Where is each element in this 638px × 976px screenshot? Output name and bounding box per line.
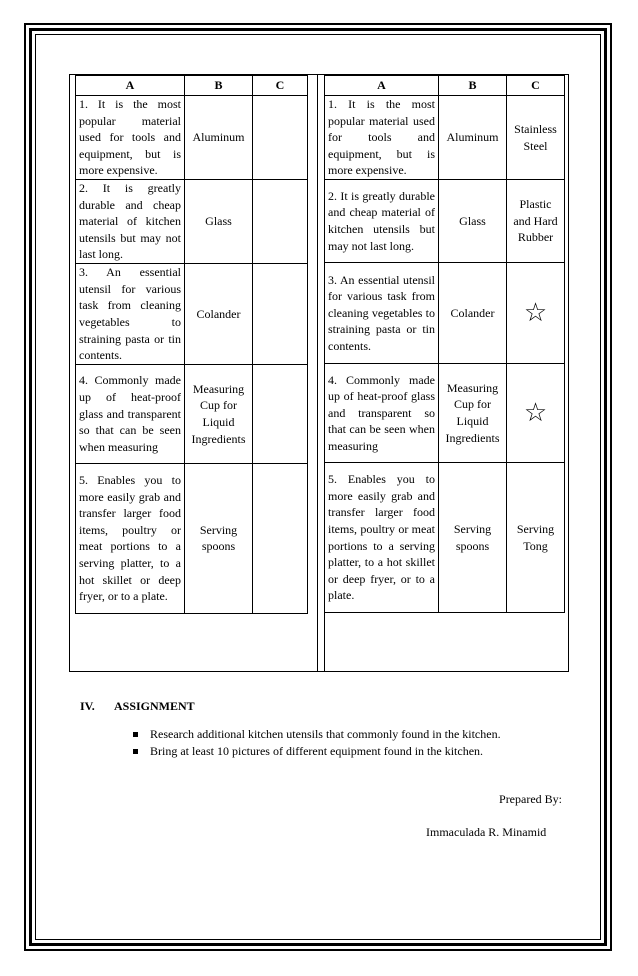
assignment-text: Research additional kitchen utensils that commonly found in the kitchen.: [150, 727, 501, 741]
item-answer: Measuring Cup for Liquid Ingredients: [185, 364, 253, 463]
item-match: Serving Tong: [507, 463, 565, 613]
item-description: 3. An essential utensil for various task from cleaning vegetables to straining pasta or tin contents.: [325, 263, 439, 364]
left-matching-table: [75, 75, 308, 614]
star-icon: ☆: [523, 298, 548, 328]
item-answer: Aluminum: [439, 96, 507, 180]
item-description: 1. It is the most popular material used for tools and equipment, but is more expensive.: [325, 96, 439, 180]
item-answer: Serving spoons: [185, 463, 253, 613]
bullet-icon: [133, 749, 138, 754]
section-number: IV.: [80, 699, 95, 713]
header-a: A: [76, 76, 185, 96]
assignment-text: Bring at least 10 pictures of different equipment found in the kitchen.: [150, 744, 484, 758]
table-row: [325, 364, 565, 463]
item-description: 1. It is the most popular material used for tools and equipment, but is more expensive.: [76, 96, 185, 180]
item-answer: Colander: [185, 263, 253, 364]
author-name: Immaculada R. Minamid: [426, 825, 547, 839]
table-row: [325, 96, 565, 180]
section-title: ASSIGNMENT: [114, 699, 195, 713]
header-c: C: [507, 76, 565, 96]
list-item: [133, 726, 501, 743]
star-icon: [507, 263, 565, 364]
item-match: Plastic and Hard Rubber: [507, 180, 565, 263]
right-answer-key-table: [324, 75, 565, 613]
item-match: [253, 180, 308, 264]
item-description: 4. Commonly made up of heat-proof glass and transparent so that can be seen when measuring: [325, 364, 439, 463]
item-description: 3. An essential utensil for various task from cleaning vegetables to straining pasta or tin contents.: [76, 263, 185, 364]
bullet-icon: [133, 732, 138, 737]
item-answer: Serving spoons: [439, 463, 507, 613]
item-description: 4. Commonly made up of heat-proof glass and transparent so that can be seen when measuring: [76, 364, 185, 463]
table-row: [76, 263, 308, 364]
item-match: Stainless Steel: [507, 96, 565, 180]
assignment-list: [133, 726, 501, 760]
header-b: B: [439, 76, 507, 96]
table-row: [325, 263, 565, 364]
table-row: [76, 364, 308, 463]
table-row: [76, 463, 308, 613]
table-row: [325, 463, 565, 613]
header-a: A: [325, 76, 439, 96]
prepared-by-label: Prepared By:: [499, 792, 562, 806]
item-answer: Glass: [185, 180, 253, 264]
header-c: C: [253, 76, 308, 96]
table-row: [76, 96, 308, 180]
item-description: 5. Enables you to more easily grab and transfer larger food items, poultry or meat portions to a serving platter, to a hot skillet or deep fryer, or to a plate.: [325, 463, 439, 613]
item-description: 5. Enables you to more easily grab and transfer larger food items, poultry or meat portions to a serving platter, to a hot skillet or deep fryer, or to a plate.: [76, 463, 185, 613]
header-b: B: [185, 76, 253, 96]
section-heading: [80, 699, 195, 714]
list-item: [133, 743, 501, 760]
item-answer: Glass: [439, 180, 507, 263]
star-icon: ☆: [523, 398, 548, 428]
table-row: [76, 180, 308, 264]
item-match: [253, 463, 308, 613]
item-answer: Aluminum: [185, 96, 253, 180]
item-answer: Colander: [439, 263, 507, 364]
star-icon: [507, 364, 565, 463]
item-description: 2. It is greatly durable and cheap material of kitchen utensils but may not last long.: [76, 180, 185, 264]
table-row: [325, 180, 565, 263]
item-match: [253, 364, 308, 463]
item-match: [253, 263, 308, 364]
table-header-row: [76, 76, 308, 96]
item-description: 2. It is greatly durable and cheap material of kitchen utensils but may not last long.: [325, 180, 439, 263]
item-match: [253, 96, 308, 180]
table-header-row: [325, 76, 565, 96]
item-answer: Measuring Cup for Liquid Ingredients: [439, 364, 507, 463]
